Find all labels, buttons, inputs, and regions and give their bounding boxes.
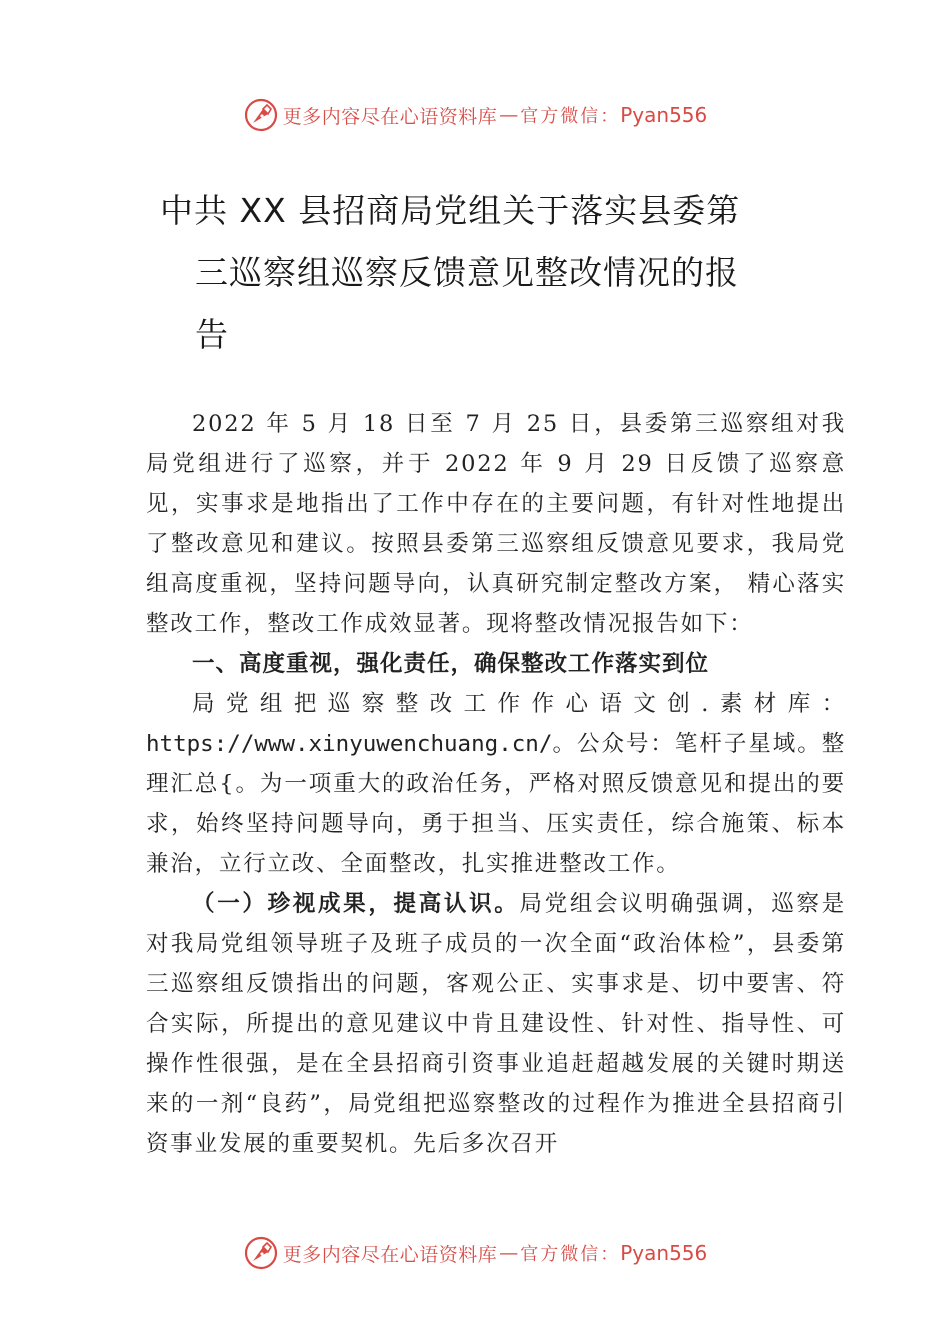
pen-nib-logo-icon: [243, 97, 279, 133]
section-1-paragraph-start: 局党组把巡察整改工作作心语文创.素材库：: [192, 691, 846, 717]
banner-wechat-id: Pyan556: [620, 103, 708, 127]
source-url: https://www.xinyuwenchuang.cn/: [146, 731, 553, 757]
title-line-2: 三巡察组巡察反馈意见整改情况的报: [195, 253, 739, 292]
banner-dash: —: [499, 104, 519, 126]
pen-nib-logo-icon: [243, 1235, 279, 1271]
footer-dash: —: [499, 1242, 519, 1264]
document-title: [160, 180, 780, 366]
footer-wechat-label: 官方微信：: [520, 1244, 621, 1265]
section-1-paragraph: [146, 684, 846, 884]
footer-banner: [0, 1233, 950, 1273]
document-body: [146, 404, 846, 1164]
section-1-heading: 一、高度重视，强化责任，确保整改工作落实到位: [192, 651, 710, 677]
footer-wechat-id: Pyan556: [620, 1241, 708, 1265]
title-line-1: 中共 XX 县招商局党组关于落实县委第: [160, 191, 741, 230]
subsection-1-heading: （一）珍视成果，提高认识。: [192, 891, 520, 917]
title-line-3: 告: [195, 315, 229, 354]
intro-paragraph: 2022 年 5 月 18 日至 7 月 25 日，县委第三巡察组对我局党组进行了巡察，并于 2022 年 9 月 29 日反馈了巡察意见，实事求是地指出了工作中存在的主要问题，有针对性地提出了整改意见和建议。按照县委第三巡察组反馈意见要求，我局党组高度重视，坚持问题导向，认真研究制定整改方案， 精心落实整改工作，整改工作成效显著。现将整改情况报告如下：: [146, 411, 846, 637]
section-1-paragraph-rest: 。公众号：笔杆子星域。整理汇总{。为一项重大的政治任务，严格对照反馈意见和提出的要求，始终坚持问题导向，勇于担当、压实责任，综合施策、标本兼治，立行立改、全面整改，扎实推进整改工作。: [146, 731, 846, 877]
footer-brand-text: 更多内容尽在心语资料库: [282, 1243, 498, 1266]
banner-brand-text: 更多内容尽在心语资料库: [282, 105, 498, 128]
header-banner: [0, 95, 950, 135]
subsection-1-text: 局党组会议明确强调，巡察是对我局党组领导班子及班子成员的一次全面“政治体检”，县委第三巡察组反馈指出的问题，客观公正、实事求是、切中要害、符合实际，所提出的意见建议中肯且建设性、针对性、指导性、可操作性很强，是在全县招商引资事业追赶超越发展的关键时期送来的一剂“良药”，局党组把巡察整改的过程作为推进全县招商引资事业发展的重要契机。先后多次召开: [146, 891, 847, 1157]
banner-wechat-label: 官方微信：: [520, 106, 621, 127]
subsection-1-paragraph: [146, 884, 846, 1164]
